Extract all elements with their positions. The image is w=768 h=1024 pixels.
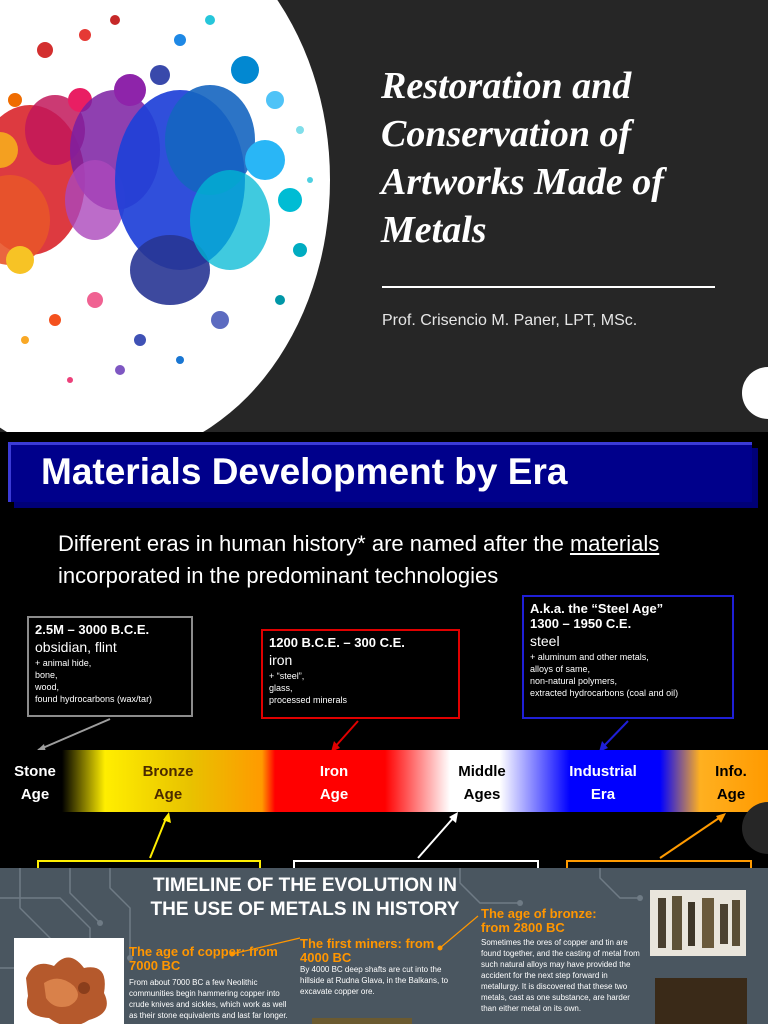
- era-label-stone-age: [6, 760, 64, 806]
- slide-title: Materials Development by Era: [41, 451, 568, 492]
- era-timeline-gradient-bar: [0, 750, 768, 812]
- title-divider: [382, 286, 715, 288]
- info-age-box-edge: [566, 860, 752, 868]
- copper-age-heading: The age of copper: from 7000 BC: [129, 944, 278, 973]
- metals-timeline-slide: [0, 868, 768, 1024]
- presentation-title: Restoration and Conservation of Artworks Made of Metals: [381, 65, 664, 251]
- era-iron-line1: Iron: [319, 763, 349, 780]
- industrial-era-extra-materials: + aluminum and other metals, alloys of same, non-natural polymers, extracted hydrocarbons (coal and oil): [530, 652, 679, 698]
- industrial-era-dates: 1300 – 1950 C.E.: [530, 616, 632, 631]
- author-name: Prof. Crisencio M. Paner, LPT, MSc.: [382, 312, 638, 329]
- era-label-industrial-era: [558, 760, 648, 806]
- ancient-relic-photo: [655, 978, 747, 1024]
- stone-age-materials: obsidian, flint: [35, 639, 117, 655]
- info-age-arrowhead: [716, 813, 726, 823]
- era-bronze-line2: Age: [153, 786, 183, 803]
- bronze-age-arrow: [150, 816, 167, 858]
- era-label-middle-ages: [446, 760, 518, 806]
- info-age-arrow: [660, 816, 722, 858]
- stone-age-extra-materials: + animal hide, bone, wood, found hydrocarbons (wax/tar): [35, 658, 153, 704]
- era-industrial-line2: Era: [590, 786, 616, 803]
- era-label-iron-age: [300, 760, 368, 806]
- next-slide-button[interactable]: [742, 367, 768, 419]
- era-iron-line2: Age: [319, 786, 349, 803]
- era-middle-line2: Ages: [463, 786, 501, 803]
- copper-age-text: From about 7000 BC a few Neolithic communities begin hammering copper into crude knives and sickles, which work as well as their stone equivalents and last far longer.: [129, 978, 288, 1020]
- materials-underlined: materials: [569, 531, 660, 556]
- first-miners-heading: The first miners: from 4000 BC: [300, 936, 435, 965]
- intro-text-start: Different eras in human history* are named after the: [58, 531, 570, 556]
- iron-age-arrow: [334, 721, 358, 748]
- timeline-title: TIMELINE OF THE EVOLUTION IN THE USE OF METALS IN HISTORY: [150, 875, 460, 920]
- era-middle-line1: Middle: [458, 763, 506, 780]
- iron-age-dates: 1200 B.C.E. – 300 C.E.: [269, 635, 405, 650]
- era-label-bronze-age: [128, 760, 208, 806]
- middle-ages-box-edge: [293, 860, 539, 868]
- era-info-line1: Info.: [715, 763, 747, 780]
- bronze-tools-image: [650, 890, 746, 956]
- paint-splash-artwork: [0, 0, 330, 432]
- era-industrial-line1: Industrial: [569, 763, 637, 780]
- era-stone-line2: Age: [20, 786, 50, 803]
- stone-age-arrow: [38, 719, 110, 750]
- industrial-era-materials: steel: [530, 633, 560, 649]
- copper-nugget-image: [14, 938, 124, 1024]
- iron-age-extra-materials: + “steel”, glass, processed minerals: [269, 671, 348, 705]
- paint-splash-illustration: [0, 0, 330, 432]
- intro-text-end: incorporated in the predominant technologies: [58, 563, 499, 588]
- materials-era-slide: [0, 432, 768, 868]
- bronze-age-box-edge: [37, 860, 261, 868]
- industrial-era-aka: A.k.a. the “Steel Age”: [530, 601, 664, 616]
- middle-ages-arrow: [418, 816, 455, 858]
- stone-age-dates: 2.5M – 3000 B.C.E.: [35, 622, 150, 637]
- era-bronze-line1: Bronze: [142, 763, 194, 780]
- era-stone-line1: Stone: [14, 763, 56, 780]
- first-miners-text: By 4000 BC deep shafts are cut into the hillside at Rudna Glava, in the Balkans, to excavate copper ore.: [300, 965, 449, 996]
- copper-nugget-photo: [14, 938, 124, 1024]
- bronze-age-heading: The age of bronze: from 2800 BC: [481, 906, 597, 935]
- industrial-era-arrow: [602, 721, 628, 748]
- iron-age-materials: iron: [269, 652, 293, 668]
- title-slide: [0, 0, 768, 432]
- era-label-info-age: [700, 760, 762, 806]
- bronze-tools-photo: [650, 890, 746, 956]
- mine-shaft-photo: [312, 1018, 412, 1024]
- bronze-age-text: Sometimes the ores of copper and tin are found together, and the casting of metal from such natural alloys may have provided the accident for the next step forward in metallurgy. It is discovered that these two metals, cast as one substance, are harder than either metal on its own.: [481, 938, 640, 1013]
- era-info-line2: Age: [716, 786, 746, 803]
